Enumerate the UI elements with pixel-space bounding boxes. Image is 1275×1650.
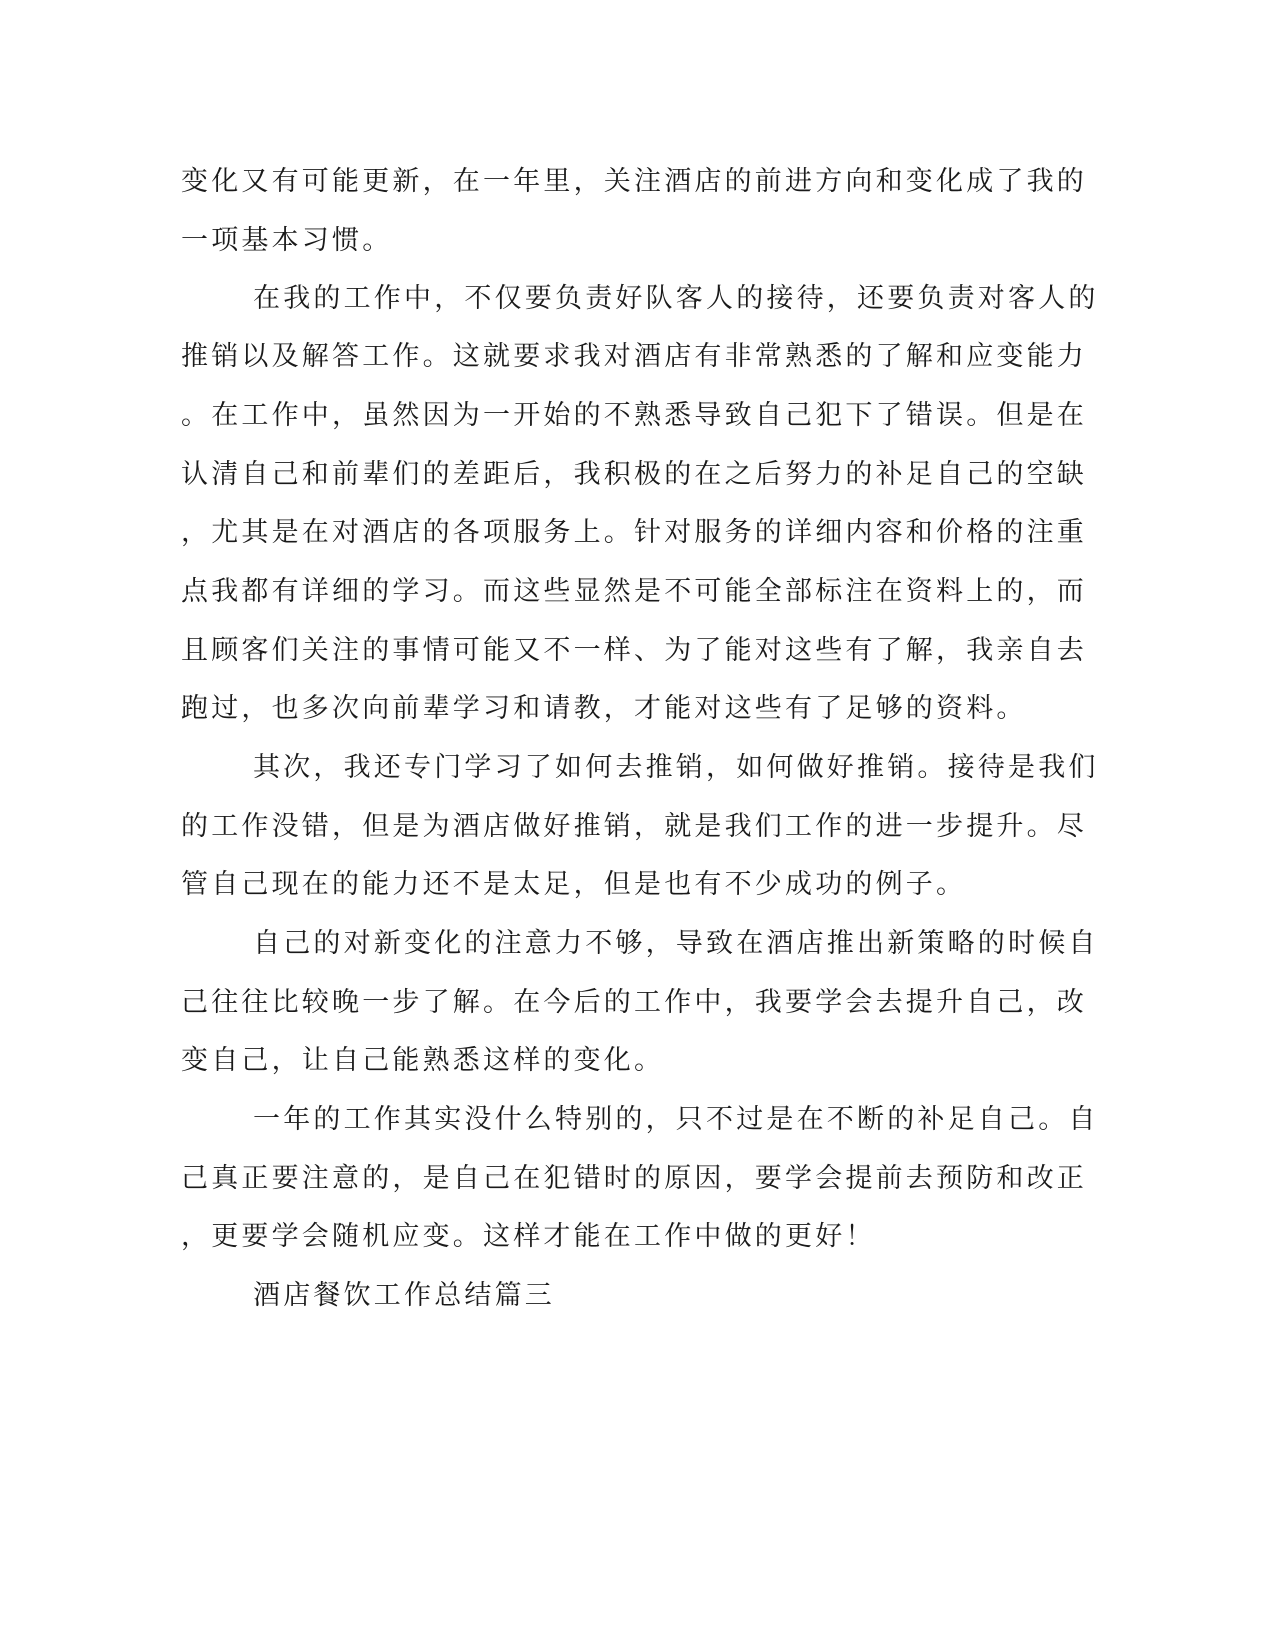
- text-line: 在我的工作中，不仅要负责好队客人的接待，还要负责对客人的: [253, 283, 1099, 314]
- text-line: 己往往比较晚一步了解。在今后的工作中，我要学会去提升自己，改: [181, 987, 1087, 1018]
- text-line: 认清自己和前辈们的差距后，我积极的在之后努力的补足自己的空缺: [181, 459, 1087, 490]
- text-line: 变化又有可能更新，在一年里，关注酒店的前进方向和变化成了我的: [181, 166, 1087, 197]
- text-line: 跑过，也多次向前辈学习和请教，才能对这些有了足够的资料。: [181, 693, 1027, 724]
- text-line: 一年的工作其实没什么特别的，只不过是在不断的补足自己。自: [253, 1104, 1099, 1135]
- text-line: 自己的对新变化的注意力不够，导致在酒店推出新策略的时候自: [253, 928, 1099, 959]
- text-line: 一项基本习惯。: [181, 225, 393, 256]
- text-line: ，尤其是在对酒店的各项服务上。针对服务的详细内容和价格的注重: [181, 517, 1087, 548]
- text-line: 点我都有详细的学习。而这些显然是不可能全部标注在资料上的，而: [181, 576, 1087, 607]
- text-line: 且顾客们关注的事情可能又不一样、为了能对这些有了解，我亲自去: [181, 635, 1087, 666]
- text-line: 的工作没错，但是为酒店做好推销，就是我们工作的进一步提升。尽: [181, 811, 1087, 842]
- text-line: 其次，我还专门学习了如何去推销，如何做好推销。接待是我们: [253, 752, 1099, 783]
- text-line: 管自己现在的能力还不是太足，但是也有不少成功的例子。: [181, 869, 967, 900]
- text-line: 。在工作中，虽然因为一开始的不熟悉导致自己犯下了错误。但是在: [181, 400, 1087, 431]
- text-line: ，更要学会随机应变。这样才能在工作中做的更好！: [181, 1221, 876, 1252]
- text-line: 变自己，让自己能熟悉这样的变化。: [181, 1045, 665, 1076]
- text-line: 己真正要注意的，是自己在犯错时的原因，要学会提前去预防和改正: [181, 1163, 1087, 1194]
- text-line: 推销以及解答工作。这就要求我对酒店有非常熟悉的了解和应变能力: [181, 341, 1087, 372]
- section-heading: 酒店餐饮工作总结篇三: [253, 1280, 555, 1311]
